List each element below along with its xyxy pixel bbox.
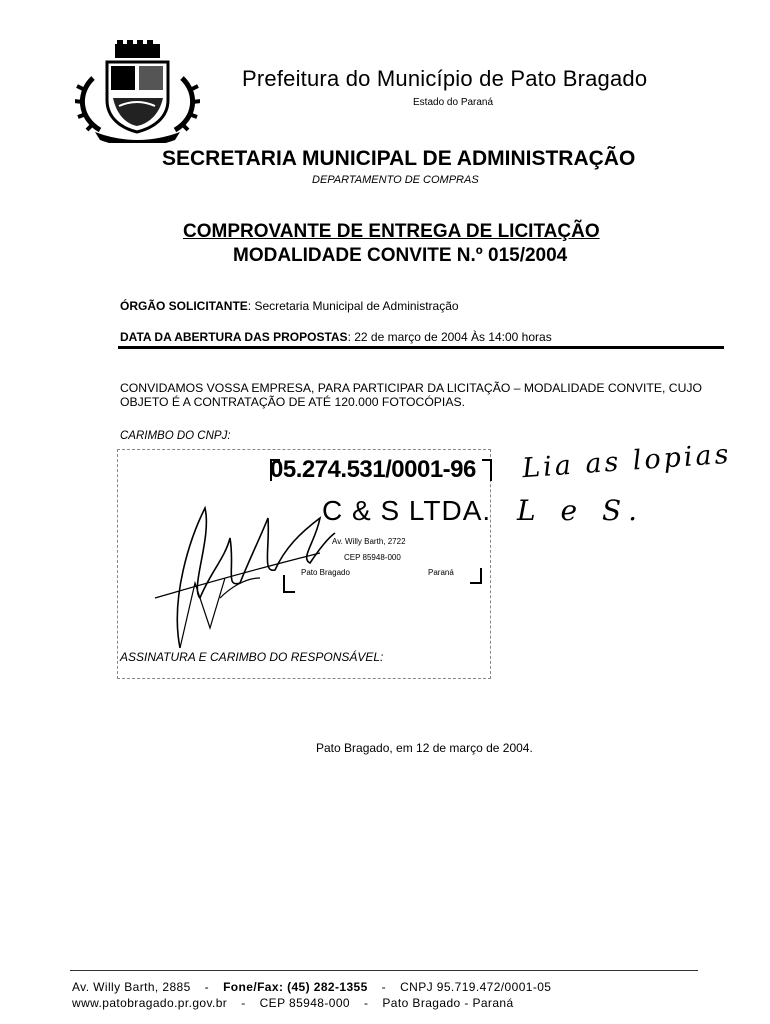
stamp-city: Pato Bragado	[301, 568, 350, 577]
footer-separator: -	[364, 996, 369, 1010]
footer-cnpj: CNPJ 95.719.472/0001-05	[400, 980, 552, 994]
footer-cep: CEP 85948-000	[259, 996, 350, 1010]
handwritten-signature	[150, 478, 360, 668]
carimbo-cnpj-label: CARIMBO DO CNPJ:	[120, 430, 231, 442]
assinatura-label: ASSINATURA E CARIMBO DO RESPONSÁVEL:	[120, 650, 384, 664]
invitation-paragraph: CONVIDAMOS VOSSA EMPRESA, PARA PARTICIPAR DA LICITAÇÃO – MODALIDADE CONVITE, CUJO OBJETO É A CONTRATAÇÃO DE ATÉ 120.000 FOTOCÓPIAS.	[120, 381, 702, 409]
footer-separator: -	[381, 980, 387, 994]
stamp-company-name: C & S LTDA.	[322, 495, 492, 526]
orgao-solicitante-field	[120, 299, 459, 313]
stamp-cep: CEP 85948-000	[344, 553, 401, 562]
data-abertura-label: DATA DA ABERTURA DAS PROPOSTAS	[120, 330, 348, 344]
municipal-crest-icon	[75, 38, 200, 143]
footer-city: Pato Bragado - Paraná	[382, 996, 514, 1010]
stamp-state: Paraná	[428, 568, 454, 577]
stamp-cnpj: 05.274.531/0001-96	[270, 456, 476, 483]
document-subtitle: MODALIDADE CONVITE N.º 015/2004	[233, 245, 568, 266]
data-abertura-field	[120, 330, 552, 344]
footer-phone: Fone/Fax: (45) 282-1355	[223, 980, 368, 994]
municipality-title: Prefeitura do Município de Pato Bragado	[242, 66, 648, 91]
footer-separator: -	[204, 980, 210, 994]
city-date-line: Pato Bragado, em 12 de março de 2004.	[316, 741, 533, 755]
data-abertura-value: : 22 de março de 2004 Às 14:00 horas	[347, 330, 552, 344]
handwritten-note-line-1: Lia as lopias	[521, 438, 733, 485]
stamp-corner-right	[482, 459, 492, 481]
footer-line-2	[72, 996, 514, 1010]
footer-address: Av. Willy Barth, 2885	[72, 980, 191, 994]
secretariat-title: SECRETARIA MUNICIPAL DE ADMINISTRAÇÃO	[162, 147, 636, 170]
footer-separator: -	[241, 996, 246, 1010]
footer-divider	[70, 970, 698, 971]
section-divider	[118, 346, 724, 349]
stamp-bracket-bottom-right	[470, 568, 482, 584]
footer-website: www.patobragado.pr.gov.br	[72, 996, 228, 1010]
state-subtitle: Estado do Paraná	[413, 97, 494, 108]
orgao-value: : Secretaria Municipal de Administração	[247, 299, 459, 313]
orgao-label: ÓRGÃO SOLICITANTE	[120, 299, 248, 313]
document-title: COMPROVANTE DE ENTREGA DE LICITAÇÃO	[183, 221, 600, 242]
department-subtitle: DEPARTAMENTO DE COMPRAS	[312, 174, 479, 186]
stamp-address: Av. Willy Barth, 2722	[332, 537, 406, 546]
footer-line-1	[72, 980, 551, 994]
handwritten-note-line-2: L e S.	[517, 494, 646, 527]
